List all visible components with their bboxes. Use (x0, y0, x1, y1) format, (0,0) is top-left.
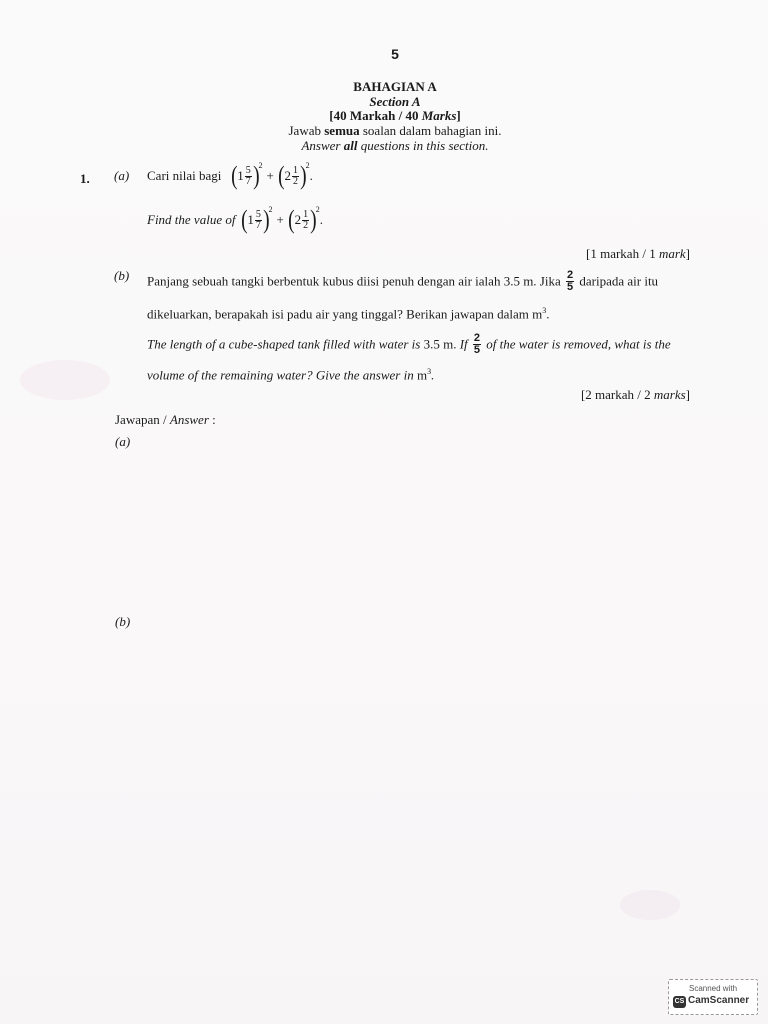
part-b-malay-line-1-a: Panjang sebuah tangki berbentuk kubus diisi penuh dengan air ialah 3.5 m. Jika (147, 273, 561, 289)
plus-sign: + (276, 212, 284, 227)
part-b-marks (540, 387, 690, 403)
answer-space-a[interactable] (115, 452, 695, 602)
part-a-english-question (147, 204, 323, 234)
fraction-2-den: 2 (303, 219, 309, 231)
part-b-malay-line-1 (147, 270, 658, 293)
expression-english (240, 204, 323, 234)
instruction-malay (0, 123, 768, 139)
camscanner-watermark (668, 979, 758, 1015)
part-a-marks-suffix: ] (685, 246, 690, 261)
fraction-2-den: 2 (292, 175, 298, 187)
part-b-malay-line-1-b: daripada air itu (579, 273, 659, 289)
section-marks-italic: Marks (421, 108, 457, 123)
fraction-num: 2 (473, 332, 481, 344)
part-b-english-if: If (459, 336, 468, 352)
part-b-marks-italic: marks (653, 387, 686, 402)
question-number: 1. (80, 171, 90, 186)
close-paren-icon: ) (262, 205, 270, 234)
unit-superscript: 3 (427, 367, 432, 376)
instruction-malay-b: soalan dalam bahagian ini. (359, 123, 502, 138)
instruction-malay-a: Jawab (288, 123, 325, 138)
part-b-english-line-1-b: of the water is removed, what is the (486, 336, 671, 352)
part-b-malay-line-2 (147, 306, 550, 322)
part-b-english-unit: m (416, 367, 428, 383)
part-b-malay-line-2-end: . (546, 306, 550, 322)
section-title-malay: BAHAGIAN A (353, 79, 437, 94)
part-b-english-line-2 (147, 367, 434, 383)
unit-superscript: 3 (542, 306, 547, 315)
fraction-2 (292, 166, 299, 187)
answer-space-b[interactable] (115, 632, 695, 962)
instruction-english-bold: all (343, 138, 358, 153)
part-a-marks-prefix: [1 markah / 1 (586, 246, 659, 261)
part-b-malay-fraction (566, 270, 574, 293)
answer-heading-english: Answer (169, 412, 209, 427)
part-a-malay-question (147, 160, 313, 190)
scan-smudge (20, 360, 110, 400)
fraction-2-num: 1 (303, 208, 309, 220)
part-a-english-text: Find the value of (147, 212, 236, 227)
fraction-1-den: 7 (255, 219, 261, 231)
fraction-1 (245, 166, 252, 187)
instruction-english (0, 138, 768, 154)
mixed-whole-2: 2 (284, 168, 291, 183)
exponent-1: 2 (258, 160, 263, 170)
section-marks (0, 108, 768, 124)
part-a-malay-text: Cari nilai bagi (147, 168, 222, 183)
part-b-english-length: 3.5 m. (423, 336, 457, 352)
open-paren-icon: ( (240, 205, 248, 234)
fraction-1 (255, 210, 262, 231)
fraction-den: 5 (567, 281, 574, 293)
watermark-brand: CamScanner (688, 995, 750, 1006)
part-b-english-line-2-text: volume of the remaining water? Give the answer in (147, 367, 414, 383)
instruction-english-a: Answer (301, 138, 344, 153)
section-marks-suffix: ] (456, 108, 461, 123)
mixed-whole-2: 2 (294, 212, 302, 227)
answer-heading-malay: Jawapan / (115, 412, 170, 427)
close-paren-icon: ) (300, 161, 307, 190)
open-paren-icon: ( (287, 205, 295, 234)
exponent-2: 2 (305, 160, 310, 170)
fraction-2 (302, 210, 309, 231)
watermark-scanned-with: Scanned with (688, 984, 738, 993)
answer-heading-colon: : (208, 412, 216, 427)
instruction-english-b: questions in this section. (357, 138, 489, 153)
page-number: 5 (391, 46, 399, 62)
expression-end: . (309, 168, 313, 183)
exponent-1: 2 (268, 204, 273, 214)
part-b-english-line-1-a: The length of a cube-shaped tank filled with water is (147, 336, 421, 352)
instruction-malay-bold: semua (324, 123, 360, 138)
plus-sign: + (266, 168, 274, 183)
part-a-label: (a) (114, 168, 130, 183)
part-b-english-line-1 (147, 333, 671, 356)
part-b-malay-line-2-text: dikeluarkan, berapakah isi padu air yang tinggal? Berikan jawapan dalam m (147, 306, 543, 322)
fraction-num: 2 (567, 269, 574, 281)
part-b-marks-prefix: [2 markah / 2 (580, 387, 654, 402)
open-paren-icon: ( (230, 161, 238, 190)
fraction-1-den: 7 (245, 175, 251, 187)
mixed-whole-1: 1 (237, 168, 244, 183)
close-paren-icon: ) (252, 161, 260, 190)
close-paren-icon: ) (310, 205, 317, 234)
answer-heading (115, 412, 216, 428)
fraction-1-num: 5 (245, 164, 251, 176)
part-a-marks-italic: mark (658, 246, 686, 261)
answer-part-b-label: (b) (115, 614, 131, 629)
part-b-english-line-2-end: . (431, 367, 435, 383)
part-b-label: (b) (114, 268, 130, 283)
camscanner-logo-icon: CS (673, 996, 686, 1008)
mixed-whole-1: 1 (247, 212, 254, 227)
fraction-1-num: 5 (255, 208, 261, 220)
part-a-marks (560, 246, 690, 262)
section-title-english: Section A (369, 94, 421, 109)
expression-end: . (319, 212, 323, 227)
answer-part-a-label: (a) (115, 434, 131, 449)
section-marks-prefix: [40 Markah / 40 (329, 108, 422, 123)
part-b-marks-suffix: ] (685, 387, 690, 402)
fraction-2-num: 1 (292, 164, 298, 176)
fraction-den: 5 (473, 344, 481, 356)
open-paren-icon: ( (277, 161, 285, 190)
expression-malay (230, 160, 313, 190)
part-b-english-fraction (473, 333, 481, 356)
exponent-2: 2 (315, 204, 320, 214)
